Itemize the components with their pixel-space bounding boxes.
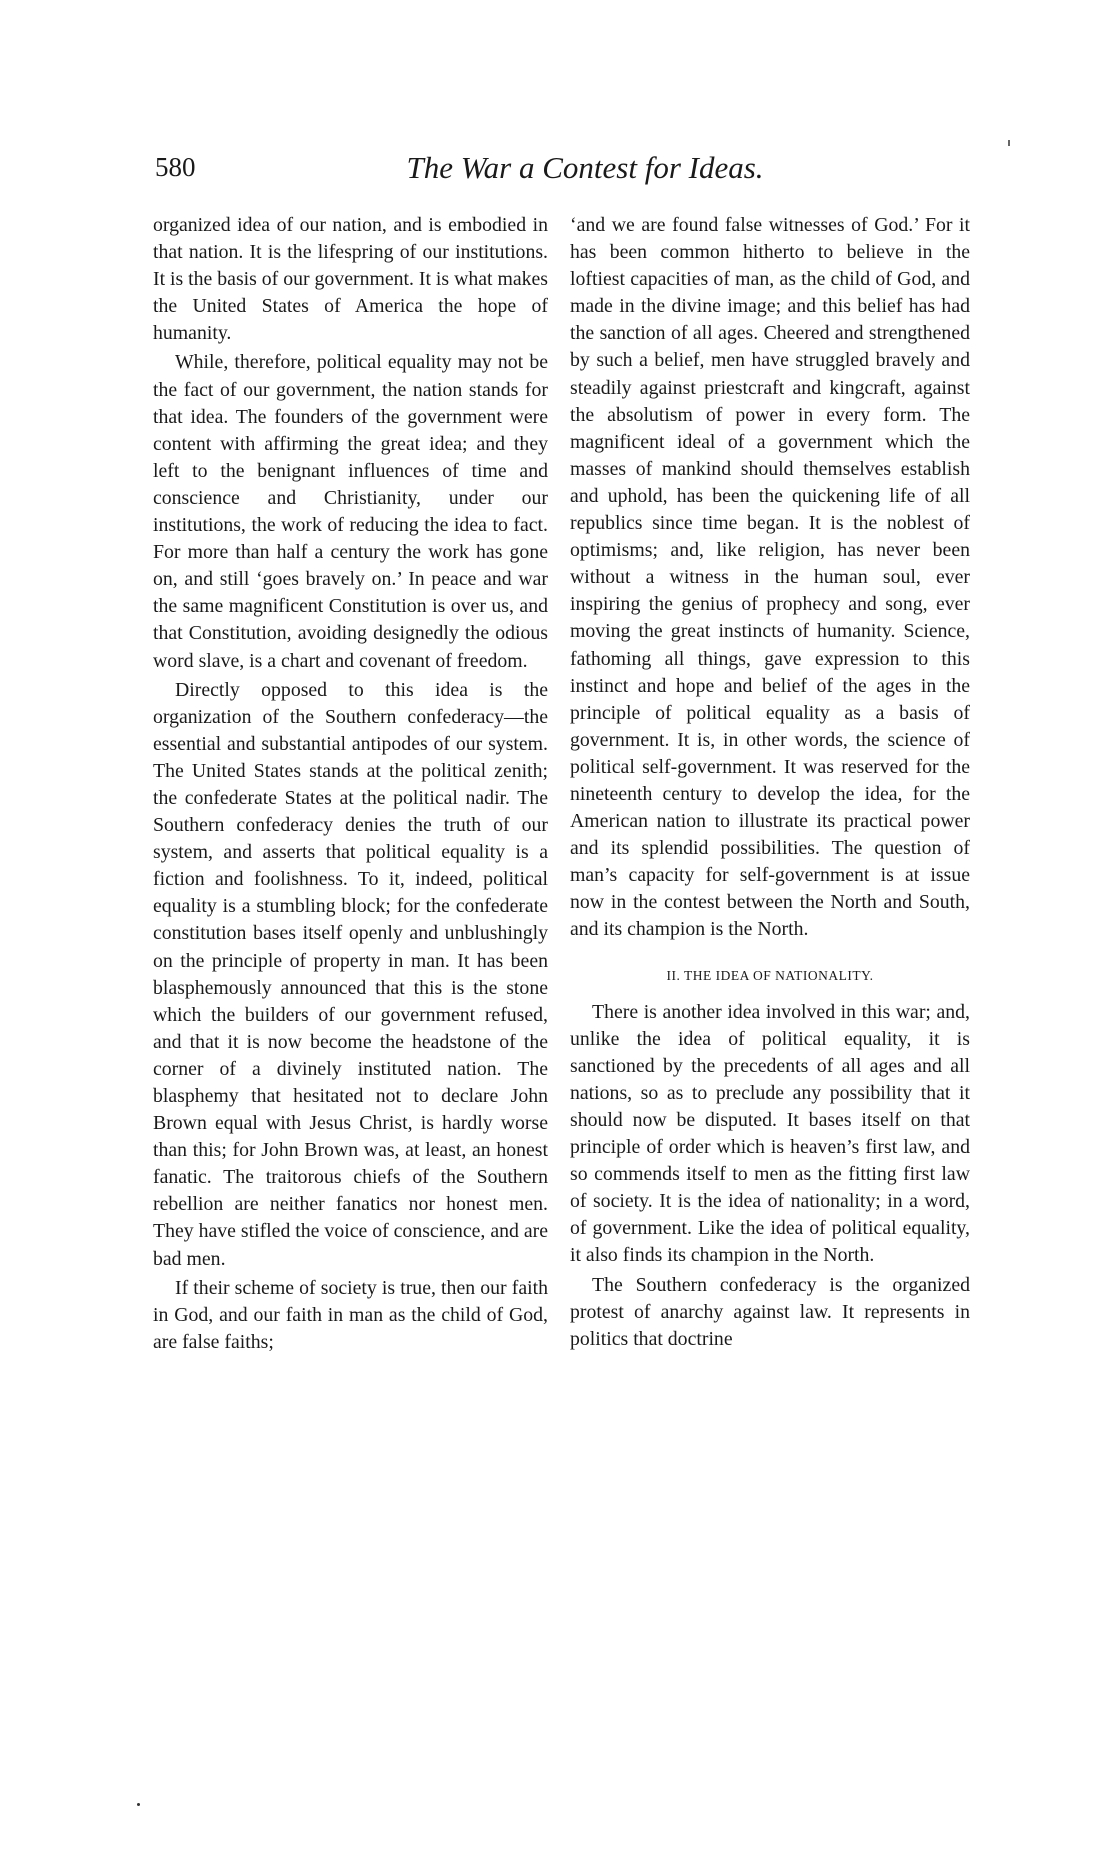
page-header xyxy=(155,150,970,190)
running-title: The War a Contest for Ideas. xyxy=(406,150,764,185)
paragraph: If their scheme of society is true, then our faith in God, and our faith in man as the child of God, are false faiths; xyxy=(153,1276,548,1353)
paragraph: ‘and we are found false witnesses of God.’ For it has been common hitherto to believe in the loftiest capacities of man, as the child of God, and made in the divine image; and this belief has had the sanction of all ages. Cheered and strengthened by such a belief, men have struggled bravely and steadily against priestcraft and kingcraft, against the absolutism of power in every form. The magnificent ideal of a government which the masses of mankind should themselves establish and uphold, has been the quickening life of all republics since time began. It is the noblest of optimisms; and, like religion, has never been without a witness in the human soul, ever inspiring the genius of prophecy and song, ever moving the great instincts of humanity. Science, fathoming all things, gave expression to this instinct and hope and belief of the ages in the principle of political equality as a basis of government. It is, in other words, the science of political self-government. It was reserved for the nineteenth century to develop the idea, for the American nation to illustrate its practical power and its splendid possibilities. The question of man’s capacity for self-government is at issue now in the contest between the North and South, and its champion is the North. xyxy=(570,214,970,941)
paragraph: There is another idea involved in this war; and, unlike the idea of political equality, it is sanctioned by the precedents of all ages and all nations, so as to preclude any possibility that it should now be disputed. It bases itself on that principle of order which is heaven’s first law, and so commends itself to men as the fitting first law of society. It is the idea of nationality; in a word, of government. Like the idea of political equality, it also finds its champion in the North. xyxy=(570,1000,970,1267)
paragraph: organized idea of our nation, and is embodied in that nation. It is the lifespring of our institutions. It is the basis of our government. It is what makes the United States of America the hope of humanity. xyxy=(153,214,548,345)
left-column xyxy=(153,212,548,1356)
page-speck xyxy=(1008,140,1010,146)
page-speck xyxy=(137,1803,140,1806)
paragraph: Directly opposed to this idea is the organization of the Southern confederacy—the essential and substantial antipodes of our system. The United States stands at the political zenith; the confederate States at the political nadir. The Southern confederacy denies the truth of our system, and asserts that political equality is a fiction and foolishness. To it, indeed, political equality is a stumbling block; for the confederate constitution bases itself openly and unblushingly on the principle of property in man. It has been blasphemously announced that this is the stone which the builders of our government refused, and that it is now become the headstone of the corner of a divinely instituted nation. The blasphemy that hesitated not to declare John Brown equal with Jesus Christ, is hardly worse than this; for John Brown was, at least, an honest fanatic. The traitorous chiefs of the Southern rebellion are neither fanatics nor honest men. They have stifled the voice of conscience, and are bad men. xyxy=(153,678,548,1270)
right-column xyxy=(570,212,970,1353)
page-number: 580 xyxy=(155,152,196,182)
paragraph: While, therefore, political equality may not be the fact of our government, the nation stands for that idea. The founders of the government were content with affirming the great idea; and they left to the benignant influences of time and conscience and Christianity, under our institutions, the work of reducing the idea to fact. For more than half a century the work has gone on, and still ‘goes bravely on.’ In peace and war the same magnificent Constitution is over us, and that Constitution, avoiding designedly the odious word slave, is a chart and covenant of freedom. xyxy=(153,351,548,672)
section-heading: II. THE IDEA OF NATIONALITY. xyxy=(666,967,874,983)
paragraph: The Southern confederacy is the organized protest of anarchy against law. It represents in politics that doctrine xyxy=(570,1273,970,1350)
